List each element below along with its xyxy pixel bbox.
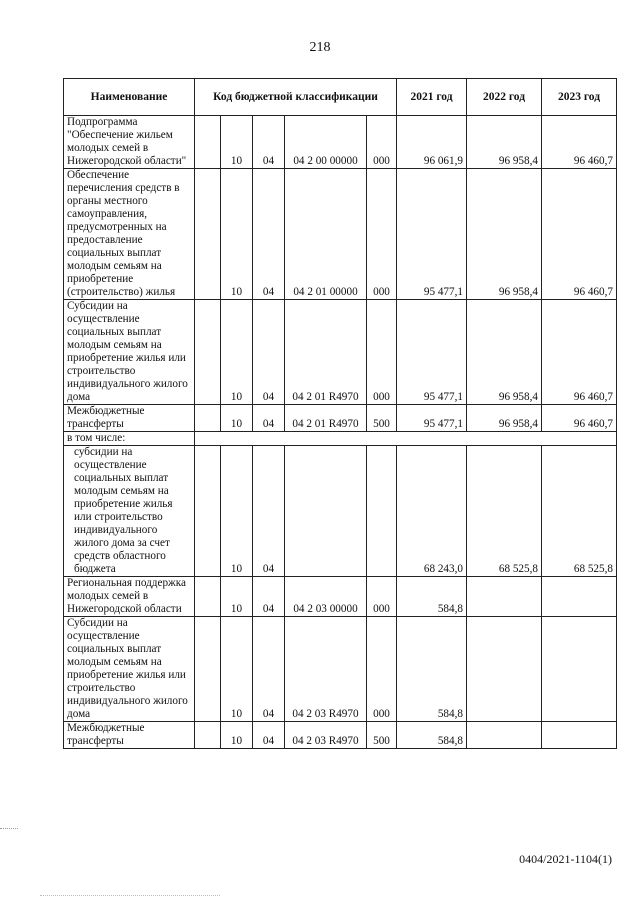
row-code-section: 10	[221, 116, 253, 169]
table-row	[64, 617, 617, 722]
row-code-spacer	[195, 169, 221, 300]
row-code-expense-type: 000	[367, 617, 397, 722]
row-name: Подпрограмма "Обеспечение жильем молодых семей в Нижегородской области"	[64, 116, 195, 169]
table-body	[64, 116, 617, 749]
row-value-2023: 96 460,7	[542, 300, 617, 405]
row-value-2022: 68 525,8	[467, 446, 542, 577]
row-code-section: 10	[221, 446, 253, 577]
row-code-target: 04 2 01 00000	[285, 169, 367, 300]
row-code-expense-type: 000	[367, 300, 397, 405]
row-value-2021: 96 061,9	[397, 116, 467, 169]
table-header-row	[64, 79, 617, 116]
table-row	[64, 722, 617, 749]
table-row	[64, 169, 617, 300]
row-code-target: 04 2 00 00000	[285, 116, 367, 169]
row-code-expense-type: 500	[367, 405, 397, 432]
table-row	[64, 432, 617, 446]
row-code-spacer	[195, 577, 221, 617]
row-value-2021: 584,8	[397, 722, 467, 749]
row-code-section: 10	[221, 617, 253, 722]
row-value-2022: 96 958,4	[467, 116, 542, 169]
table-row	[64, 300, 617, 405]
row-code-subsection: 04	[253, 722, 285, 749]
row-value-2022	[467, 722, 542, 749]
row-value-2021: 95 477,1	[397, 169, 467, 300]
row-code-spacer	[195, 116, 221, 169]
row-code-section: 10	[221, 577, 253, 617]
row-code-subsection: 04	[253, 300, 285, 405]
row-code-expense-type: 000	[367, 116, 397, 169]
row-value-2023	[542, 577, 617, 617]
row-value-2023	[542, 617, 617, 722]
row-code-section: 10	[221, 722, 253, 749]
row-value-2022: 96 958,4	[467, 405, 542, 432]
row-value-2023: 96 460,7	[542, 116, 617, 169]
row-value-2023: 96 460,7	[542, 405, 617, 432]
row-value-2023: 68 525,8	[542, 446, 617, 577]
row-name: субсидии на осуществление социальных выплат молодым семьям на приобретение жилья или строительство индивидуального жилого дома за счет средств областного бюджета	[64, 446, 195, 577]
table-row	[64, 405, 617, 432]
row-value-2021: 95 477,1	[397, 405, 467, 432]
table-row	[64, 446, 617, 577]
header-2021: 2021 год	[397, 79, 467, 116]
row-code-spacer	[195, 446, 221, 577]
row-code-target: 04 2 03 R4970	[285, 617, 367, 722]
row-empty-span	[195, 432, 617, 446]
row-code-target: 04 2 01 R4970	[285, 300, 367, 405]
row-value-2021: 68 243,0	[397, 446, 467, 577]
row-code-target: 04 2 03 R4970	[285, 722, 367, 749]
bottom-mark	[40, 895, 220, 897]
row-value-2022: 96 958,4	[467, 169, 542, 300]
margin-mark	[0, 828, 18, 830]
row-code-expense-type: 000	[367, 169, 397, 300]
row-code-subsection: 04	[253, 446, 285, 577]
row-code-spacer	[195, 405, 221, 432]
table-row	[64, 116, 617, 169]
row-code-expense-type: 500	[367, 722, 397, 749]
header-2023: 2023 год	[542, 79, 617, 116]
row-value-2023: 96 460,7	[542, 169, 617, 300]
row-code-target: 04 2 03 00000	[285, 577, 367, 617]
row-name: Межбюджетные трансферты	[64, 722, 195, 749]
row-value-2022	[467, 617, 542, 722]
row-name: Субсидии на осуществление социальных выплат молодым семьям на приобретение жилья или строительство индивидуального жилого дома	[64, 617, 195, 722]
page-number: 218	[309, 40, 331, 55]
header-code: Код бюджетной классификации	[195, 79, 397, 116]
document-code: 0404/2021-1104(1)	[519, 852, 612, 866]
row-code-target: 04 2 01 R4970	[285, 405, 367, 432]
row-value-2021: 584,8	[397, 617, 467, 722]
row-code-target	[285, 446, 367, 577]
row-name: Субсидии на осуществление социальных выплат молодым семьям на приобретение жилья или строительство индивидуального жилого дома	[64, 300, 195, 405]
row-value-2023	[542, 722, 617, 749]
row-code-expense-type	[367, 446, 397, 577]
row-code-section: 10	[221, 300, 253, 405]
row-name: Межбюджетные трансферты	[64, 405, 195, 432]
row-value-2021: 95 477,1	[397, 300, 467, 405]
row-code-subsection: 04	[253, 169, 285, 300]
row-code-spacer	[195, 300, 221, 405]
row-code-spacer	[195, 617, 221, 722]
row-label: в том числе:	[64, 432, 195, 446]
row-name: Региональная поддержка молодых семей в Нижегородской области	[64, 577, 195, 617]
row-name: Обеспечение перечисления средств в органы местного самоуправления, предусмотренных на предоставление социальных выплат молодым семьям на приобретение (строительство) жилья	[64, 169, 195, 300]
header-name: Наименование	[64, 79, 195, 116]
header-2022: 2022 год	[467, 79, 542, 116]
row-code-subsection: 04	[253, 617, 285, 722]
row-value-2021: 584,8	[397, 577, 467, 617]
table-row	[64, 577, 617, 617]
row-code-section: 10	[221, 405, 253, 432]
budget-table	[63, 78, 617, 749]
row-code-section: 10	[221, 169, 253, 300]
row-value-2022: 96 958,4	[467, 300, 542, 405]
row-code-subsection: 04	[253, 577, 285, 617]
row-code-spacer	[195, 722, 221, 749]
row-code-subsection: 04	[253, 116, 285, 169]
row-value-2022	[467, 577, 542, 617]
row-code-subsection: 04	[253, 405, 285, 432]
row-code-expense-type: 000	[367, 577, 397, 617]
